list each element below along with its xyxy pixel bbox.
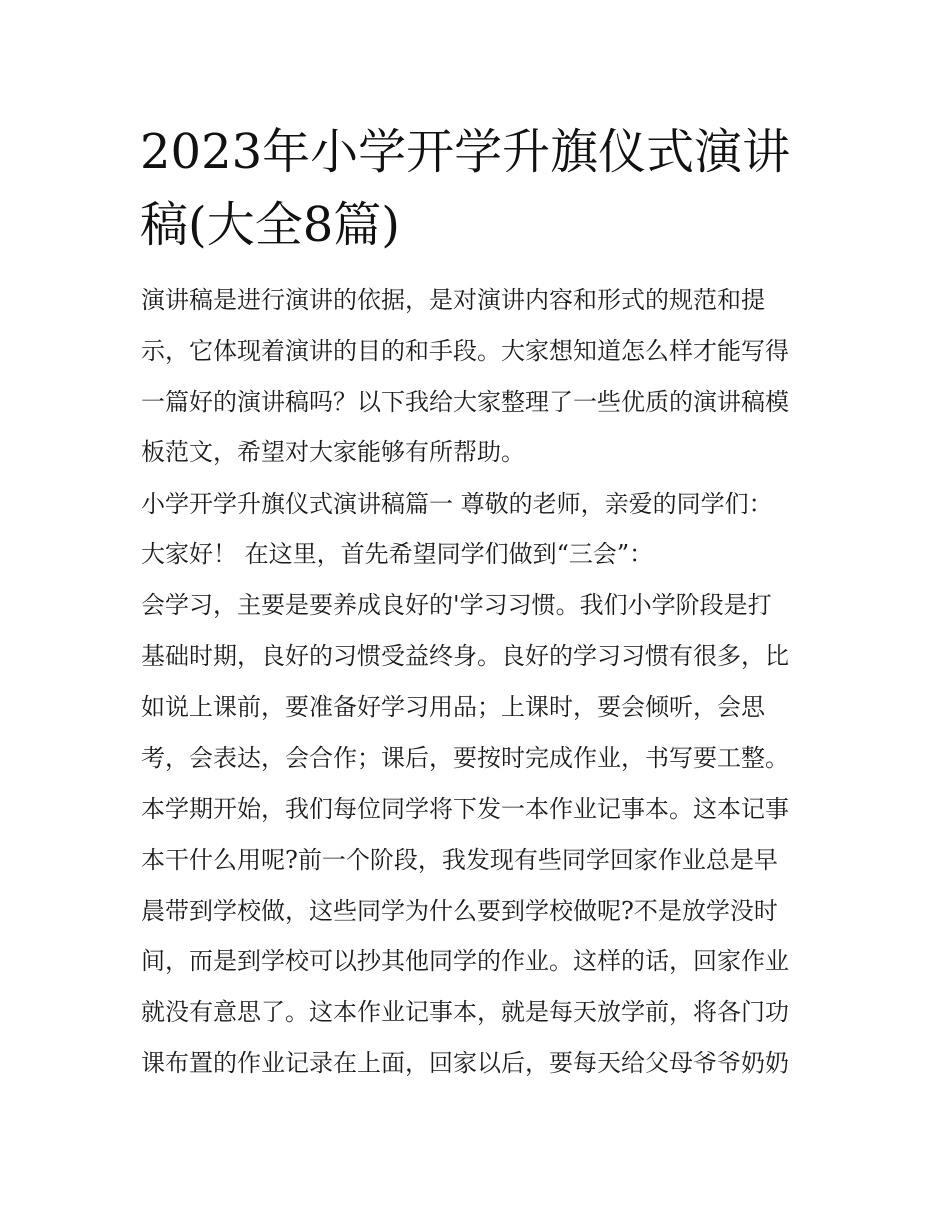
- body-line: 晨带到学校做，这些同学为什么要到学校做呢?不是放学没时: [141, 897, 778, 925]
- body-line: 板范文，希望对大家能够有所帮助。: [141, 438, 525, 466]
- body-line: 演讲稿是进行演讲的依据，是对演讲内容和形式的规范和提: [141, 286, 765, 314]
- body-line: 小学开学升旗仪式演讲稿篇一 尊敬的老师，亲爱的同学们：: [141, 490, 773, 518]
- body-line: 示，它体现着演讲的目的和手段。大家想知道怎么样才能写得: [141, 337, 789, 365]
- body-line: 本学期开始，我们每位同学将下发一本作业记事本。这本记事: [141, 795, 789, 823]
- body-line: 基础时期，良好的习惯受益终身。良好的学习习惯有很多，比: [141, 642, 789, 670]
- body-line: 间，而是到学校可以抄其他同学的作业。这样的话，回家作业: [141, 947, 789, 975]
- body-line: 考，会表达，会合作；课后，要按时完成作业，书写要工整。: [141, 744, 789, 772]
- title-line-2: 稿(大全8篇): [140, 197, 400, 253]
- body-line: 一篇好的演讲稿吗？以下我给大家整理了一些优质的演讲稿模: [141, 388, 789, 416]
- body-line: 大家好！ 在这里，首先希望同学们做到“三会”：: [141, 540, 654, 568]
- body-line: 课布置的作业记录在上面，回家以后，要每天给父母爷爷奶奶: [141, 1049, 789, 1077]
- title-line-1: 2023年小学开学升旗仪式演讲: [140, 124, 791, 180]
- document-title: [140, 116, 820, 262]
- body-line: 就没有意思了。这本作业记事本，就是每天放学前，将各门功: [141, 998, 789, 1026]
- body-line: 本干什么用呢?前一个阶段，我发现有些同学回家作业总是早: [141, 846, 778, 874]
- body-line: 会学习，主要是要养成良好的'学习习惯。我们小学阶段是打: [141, 591, 772, 619]
- body-line: 如说上课前，要准备好学习用品；上课时，要会倾听，会思: [141, 693, 765, 721]
